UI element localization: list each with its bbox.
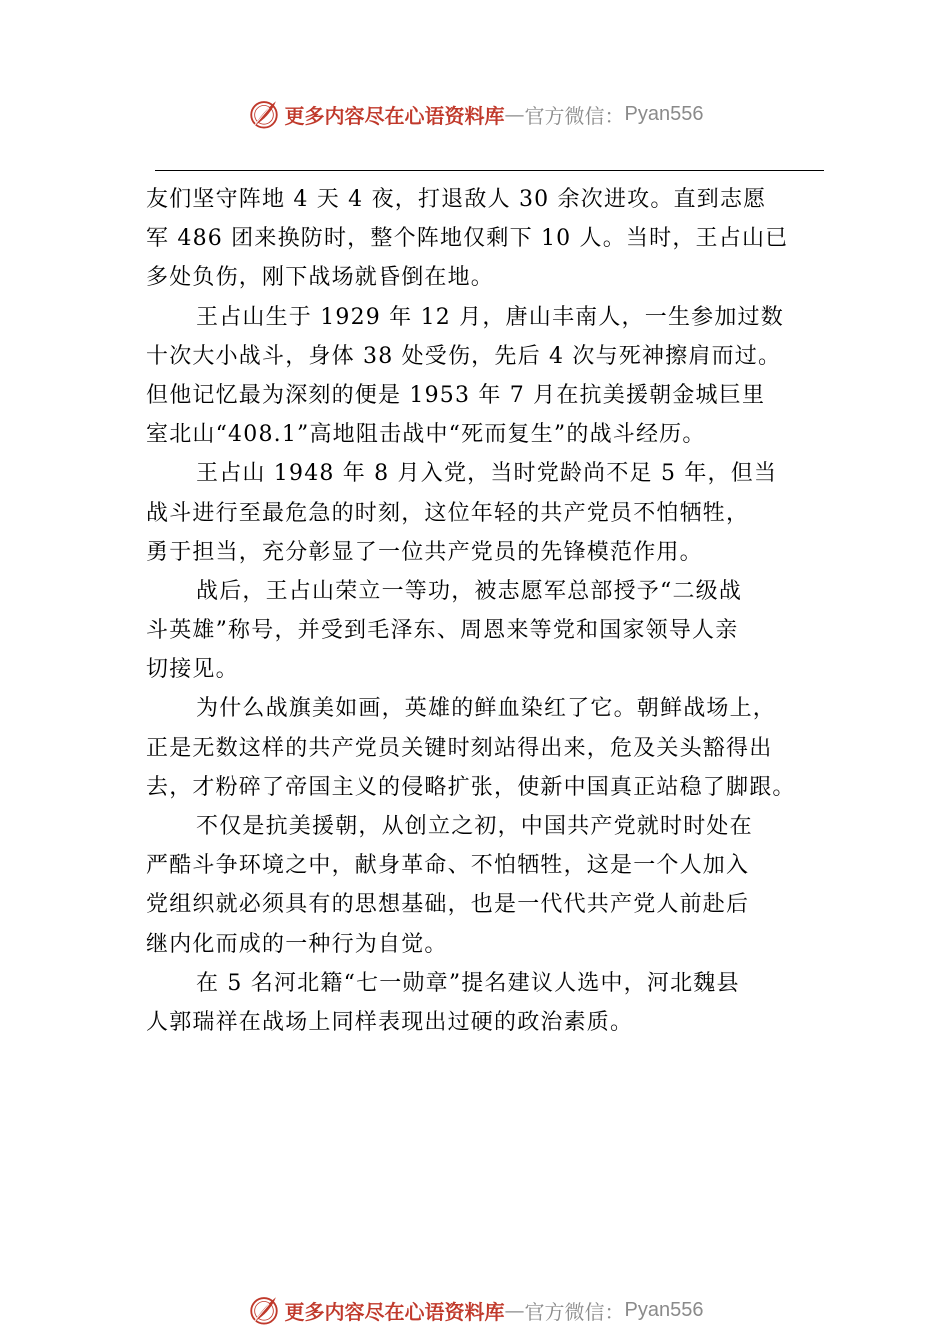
- paragraph-line: 友们坚守阵地 4 天 4 夜，打退敌人 30 余次进攻。直到志愿: [146, 187, 767, 212]
- paragraph-line: 十次大小战斗，身体 38 处受伤，先后 4 次与死神擦肩而过。: [146, 343, 782, 369]
- paragraph-line: 切接见。: [146, 657, 239, 683]
- footer-wechat-id: Pyan556: [624, 1298, 704, 1321]
- paragraph-line: 多处负伤，刚下战场就昏倒在地。: [146, 265, 495, 291]
- footer-site-name: 更多内容尽在心语资料库: [284, 1299, 505, 1324]
- paragraph-line: 去，才粉碎了帝国主义的侵略扩张，使新中国真正站稳了脚跟。: [146, 774, 796, 800]
- footer-banner[interactable]: [0, 1290, 950, 1330]
- feather-pen-seal-icon: [247, 1293, 281, 1327]
- header-site-name: 更多内容尽在心语资料库: [284, 103, 505, 128]
- paragraph-first-line: 不仅是抗美援朝，从创立之初，中国共产党就时时处在: [196, 814, 753, 839]
- paragraph-line: 但他记忆最为深刻的便是 1953 年 7 月在抗美援朝金城巨里: [146, 382, 766, 408]
- paragraph-line: 继内化而成的一种行为自觉。: [146, 931, 448, 957]
- paragraph-first-line: 王占山 1948 年 8 月入党，当时党龄尚不足 5 年，但当: [196, 461, 778, 487]
- paragraph-first-line: 王占山生于 1929 年 12 月，唐山丰南人，一生参加过数: [196, 304, 784, 330]
- paragraph-first-line: 为什么战旗美如画，英雄的鲜血染红了它。朝鲜战场上，: [196, 696, 777, 722]
- paragraph-line: 勇于担当，充分彰显了一位共产党员的先锋模范作用。: [146, 539, 703, 565]
- paragraph-first-line: 战后，王占山荣立一等功，被志愿军总部授予“二级战: [196, 578, 743, 604]
- paragraph-line: 党组织就必须具有的思想基础，也是一代代共产党人前赴后: [146, 892, 750, 918]
- header-wechat-label: 官方微信：: [524, 103, 625, 128]
- paragraph-line: 军 486 团来换防时，整个阵地仅剩下 10 人。当时，王占山已: [146, 226, 789, 252]
- paragraph-line: 人郭瑞祥在战场上同样表现出过硬的政治素质。: [146, 1009, 634, 1035]
- feather-pen-seal-icon: [247, 97, 281, 131]
- paragraph-first-line: 在 5 名河北籍“七一勋章”提名建议人选中，河北魏县: [196, 970, 740, 996]
- paragraph-line: 斗英雄”称号，并受到毛泽东、周恩来等党和国家领导人亲: [146, 618, 739, 644]
- footer-wechat-label: 官方微信：: [524, 1299, 625, 1324]
- header-wechat-id: Pyan556: [624, 102, 704, 125]
- paragraph-line: 战斗进行至最危急的时刻，这位年轻的共产党员不怕牺牲，: [146, 500, 750, 526]
- article-body: [146, 180, 836, 1042]
- header-banner[interactable]: [0, 94, 950, 134]
- header-divider: [155, 170, 824, 171]
- paragraph-line: 室北山“408.1”高地阻击战中“死而复生”的战斗经历。: [146, 422, 706, 448]
- header-separator: —: [504, 102, 525, 126]
- paragraph-line: 严酷斗争环境之中，献身革命、不怕牺牲，这是一个人加入: [146, 853, 750, 879]
- footer-separator: —: [504, 1298, 525, 1322]
- paragraph-line: 正是无数这样的共产党员关键时刻站得出来，危及关头豁得出: [146, 735, 773, 761]
